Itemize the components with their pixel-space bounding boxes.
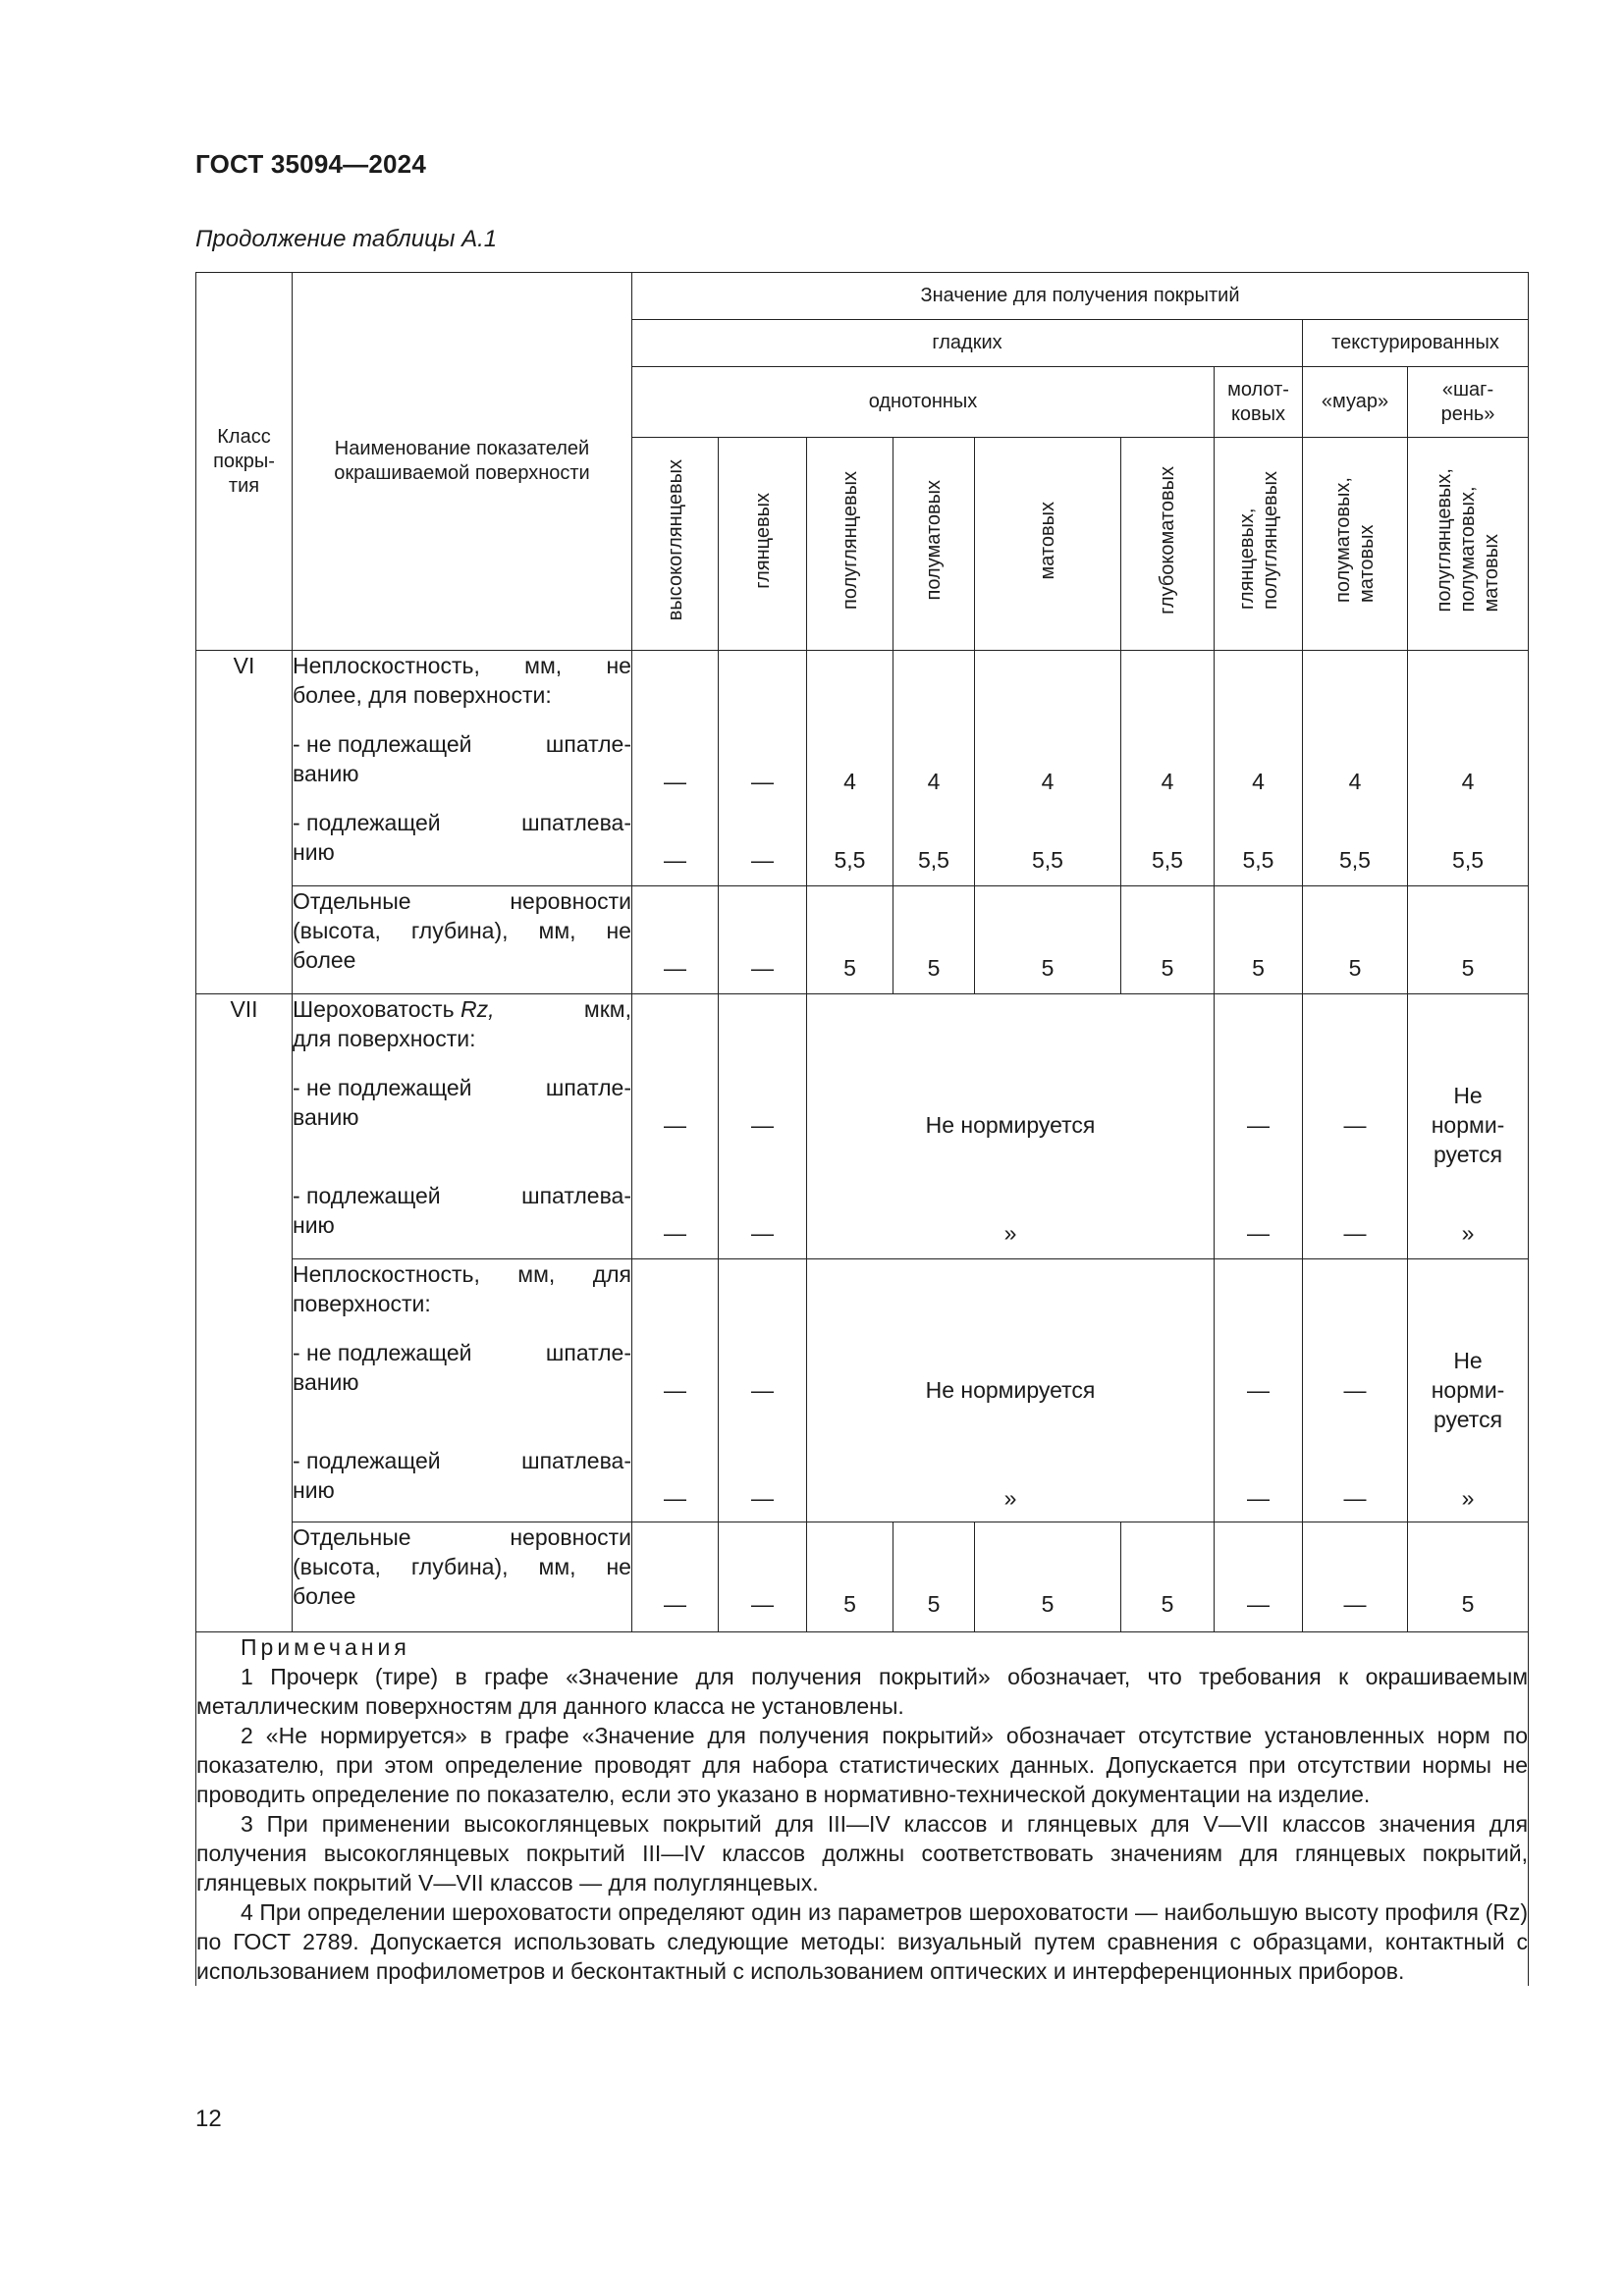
col-header-moire: полуматовых, матовых (1303, 438, 1408, 651)
col-header-matte: матовых (975, 438, 1121, 651)
col-header-deep-matte: глубокоматовых (1121, 438, 1215, 651)
vi-rough-col9: 5 (1408, 886, 1529, 994)
vi-flat-col9: 4 5,5 (1408, 651, 1529, 886)
notes-title: Примечания (241, 1634, 410, 1660)
vii-unev-col1: — (632, 1522, 719, 1632)
class-vi-label: VI (196, 651, 293, 994)
vii-flat-merged: Не нормируется » (807, 1259, 1215, 1522)
vi-rough-col7: 5 (1215, 886, 1303, 994)
vi-unevenness-name: Отдельные неровности (высота, глубина), мм, не более (293, 886, 632, 994)
plain-header: однотонных (632, 367, 1215, 438)
col-header-hammer: глянцевых, полуглянцевых (1215, 438, 1303, 651)
vi-flat-col6: 4 5,5 (1121, 651, 1215, 886)
vii-flat-col2: — — (719, 1259, 807, 1522)
vi-flat-col4: 4 5,5 (893, 651, 975, 886)
vi-rough-col5: 5 (975, 886, 1121, 994)
vii-unev-col4: 5 (893, 1522, 975, 1632)
vi-flat-col2: — — (719, 651, 807, 886)
table-continuation-caption: Продолжение таблицы А.1 (195, 226, 498, 252)
note-1: 1 Прочерк (тире) в графе «Значение для получения покрытий» обозначает, что требования к окрашиваемым металлическим поверхностям для данного класса не установлены. (196, 1664, 1529, 1719)
smooth-header: гладких (632, 320, 1303, 367)
vii-rough-col7: — — (1215, 994, 1303, 1259)
vii-flat-col1: — — (632, 1259, 719, 1522)
hammer-header: молот- ковых (1215, 367, 1303, 438)
name-column-header: Наименование показателей окрашиваемой поверхности (293, 273, 632, 651)
vi-flat-col3: 4 5,5 (807, 651, 893, 886)
col-header-gloss: глянцевых (719, 438, 807, 651)
vii-flat-col9: Не норми- руется » (1408, 1259, 1529, 1522)
col-header-semi-matte: полуматовых (893, 438, 975, 651)
page-number: 12 (195, 2106, 222, 2132)
class-column-header: Класс покры- тия (196, 273, 293, 651)
textured-header: текстурированных (1303, 320, 1529, 367)
vii-rough-col1: — — (632, 994, 719, 1259)
vi-rough-col8: 5 (1303, 886, 1408, 994)
vi-rough-col3: 5 (807, 886, 893, 994)
vii-rough-col9: Не норми- руется » (1408, 994, 1529, 1259)
vii-unev-col7: — (1215, 1522, 1303, 1632)
standard-designation: ГОСТ 35094—2024 (195, 149, 426, 179)
vi-rough-col2: — (719, 886, 807, 994)
vi-flat-col7: 4 5,5 (1215, 651, 1303, 886)
vii-roughness-name: Шероховатость Rz, мкм, для поверхности: - не подлежащей шпатле- ванию - подлежащей шпатлева- нию (293, 994, 632, 1259)
col-header-semi-gloss: полуглянцевых (807, 438, 893, 651)
vii-rough-col8: — — (1303, 994, 1408, 1259)
vii-unev-col5: 5 (975, 1522, 1121, 1632)
vii-flat-col7: — — (1215, 1259, 1303, 1522)
notes-block (196, 1632, 1529, 1987)
vii-flatness-name: Неплоскостность, мм, для поверхности: - не подлежащей шпатле- ванию - подлежащей шпатлева- нию (293, 1259, 632, 1522)
vii-unev-col6: 5 (1121, 1522, 1215, 1632)
vii-rough-col2: — — (719, 994, 807, 1259)
values-header: Значение для получения покрытий (632, 273, 1529, 320)
vi-flat-col8: 4 5,5 (1303, 651, 1408, 886)
vii-unevenness-name: Отдельные неровности (высота, глубина), мм, не более (293, 1522, 632, 1632)
vi-flat-col1: — — (632, 651, 719, 886)
vii-rough-merged: Не нормируется » (807, 994, 1215, 1259)
moire-header: «муар» (1303, 367, 1408, 438)
vi-rough-col1: — (632, 886, 719, 994)
vii-unev-col2: — (719, 1522, 807, 1632)
vii-unev-col9: 5 (1408, 1522, 1529, 1632)
vi-rough-col6: 5 (1121, 886, 1215, 994)
vii-unev-col3: 5 (807, 1522, 893, 1632)
col-header-high-gloss: высокоглянцевых (632, 438, 719, 651)
vii-unev-col8: — (1303, 1522, 1408, 1632)
vi-flat-col5: 4 5,5 (975, 651, 1121, 886)
note-4: 4 При определении шероховатости определяют один из параметров шероховатости — наибольшую высоту профиля (Rz) по ГОСТ 2789. Допускается использовать следующие методы: визуальный путем сравнения с образцами, контактный с использованием профилометров и бесконтактный с использованием оптических и интерференционных приборов. (196, 1899, 1529, 1984)
col-header-shagreen: полуглянцевых, полуматовых, матовых (1408, 438, 1529, 651)
requirements-table (195, 272, 1529, 1986)
vii-flat-col8: — — (1303, 1259, 1408, 1522)
shagreen-header: «шаг- рень» (1408, 367, 1529, 438)
vi-rough-col4: 5 (893, 886, 975, 994)
vi-flatness-name: Неплоскостность, мм, не более, для поверхности: - не подлежащей шпатле- ванию - подлежащей шпатлева- нию (293, 651, 632, 886)
note-3: 3 При применении высокоглянцевых покрытий для III—IV классов и глянцевых для V—VII классов значения для получения высокоглянцевых покрытий III—IV классов должны соответствовать значениям для глянцевых покрытий, глянцевых покрытий V—VII классов — для полуглянцевых. (196, 1811, 1529, 1896)
class-vii-label: VII (196, 994, 293, 1632)
note-2: 2 «Не нормируется» в графе «Значение для получения покрытий» обозначает отсутствие установленных норм по показателю, при этом определение проводят для набора статистических данных. Допускается при отсутствии нормы не проводить определение по показателю, если это указано в нормативно-технической документации на изделие. (196, 1723, 1529, 1807)
